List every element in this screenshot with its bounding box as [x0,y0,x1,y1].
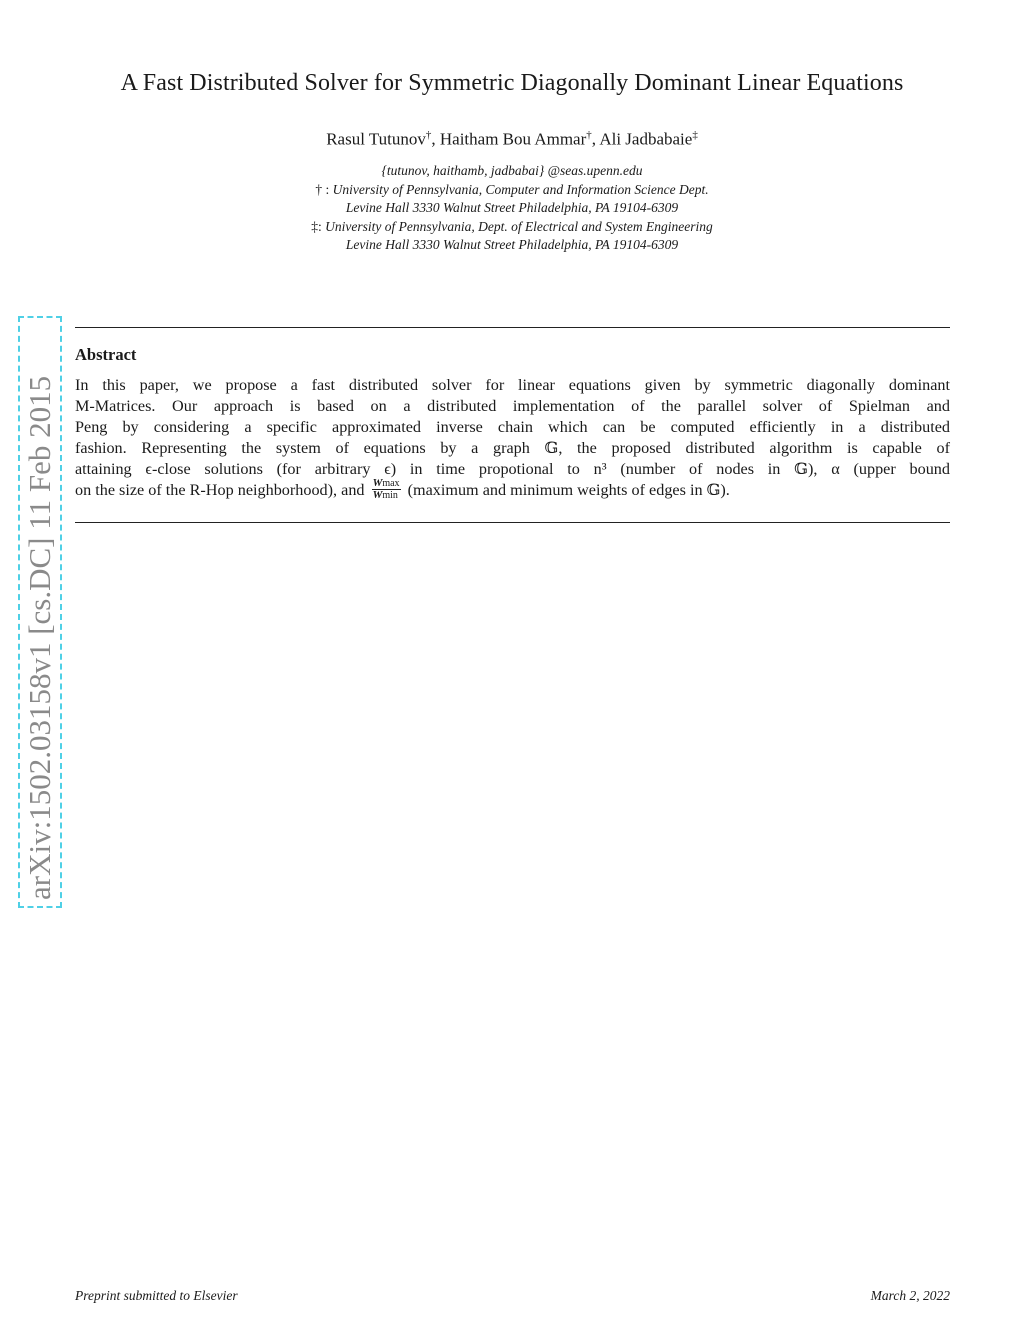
abstract-line: attaining ϵ-close solutions (for arbitrary ϵ) in time propotional to n³ (number of nodes in 𝔾), α (upper bound [75,460,950,478]
affiliation-mark: † : [315,181,330,197]
affiliation-line [0,181,1024,200]
abstract-text: (maximum and minimum weights of edges in 𝔾). [407,481,730,500]
abstract-line: In this paper, we propose a fast distributed solver for linear equations given by symmetric diagonally dominant [75,376,950,394]
abstract-heading: Abstract [75,345,137,364]
author-emails: {tutunov, haithamb, jadbabai} @seas.upenn.edu [381,163,643,178]
affiliation-mark: ‡: [311,218,322,234]
author-name: Rasul Tutunov [326,129,426,149]
abstract-line: fashion. Representing the system of equations by a graph 𝔾, the proposed distributed algorithm is capable of [75,439,950,457]
affiliation-line [0,218,1024,237]
footer-date: March 2, 2022 [870,1288,950,1303]
abstract-line: Peng by considering a specific approximated inverse chain which can be computed efficiently in a distributed [75,418,950,436]
abstract-bottom-rule [75,522,950,523]
affiliation-address: Levine Hall 3330 Walnut Street Philadelphia, PA 19104-6309 [345,237,679,252]
abstract-line [75,477,950,503]
author-mark: † [425,129,432,141]
author-separator: , [591,129,600,149]
affiliations [0,162,1024,255]
fraction-subscript: max [382,478,400,489]
weight-ratio-fraction [372,478,401,501]
abstract-text: on the size of the R-Hop neighborhood), and [75,481,365,500]
author-list [0,129,1024,150]
footer-preprint-note: Preprint submitted to Elsevier [75,1288,238,1303]
author-separator: , [431,129,440,149]
fraction-denominator [372,490,401,501]
affiliation-dept: University of Pennsylvania, Computer and Information Science Dept. [332,181,709,197]
fraction-symbol: W [372,489,383,501]
author-name: Ali Jadbabaie [599,129,693,149]
abstract-line: M-Matrices. Our approach is based on a distributed implementation of the parallel solver of Spielman and [75,397,950,415]
affiliation-dept: University of Pennsylvania, Dept. of Electrical and System Engineering [325,218,713,234]
author-name: Haitham Bou Ammar [439,129,587,149]
arxiv-stamp-text[interactable]: arXiv:1502.03158v1 [cs.DC] 11 Feb 2015 [22,375,57,900]
abstract-body [75,375,950,503]
author-mark: ‡ [692,129,698,141]
fraction-symbol: W [372,477,383,489]
author-mark: † [586,129,592,141]
affiliation-address: Levine Hall 3330 Walnut Street Philadelphia, PA 19104-6309 [345,200,679,215]
abstract-top-rule [75,327,950,328]
paper-title: A Fast Distributed Solver for Symmetric Diagonally Dominant Linear Equations [120,70,904,96]
fraction-subscript: min [382,490,398,501]
